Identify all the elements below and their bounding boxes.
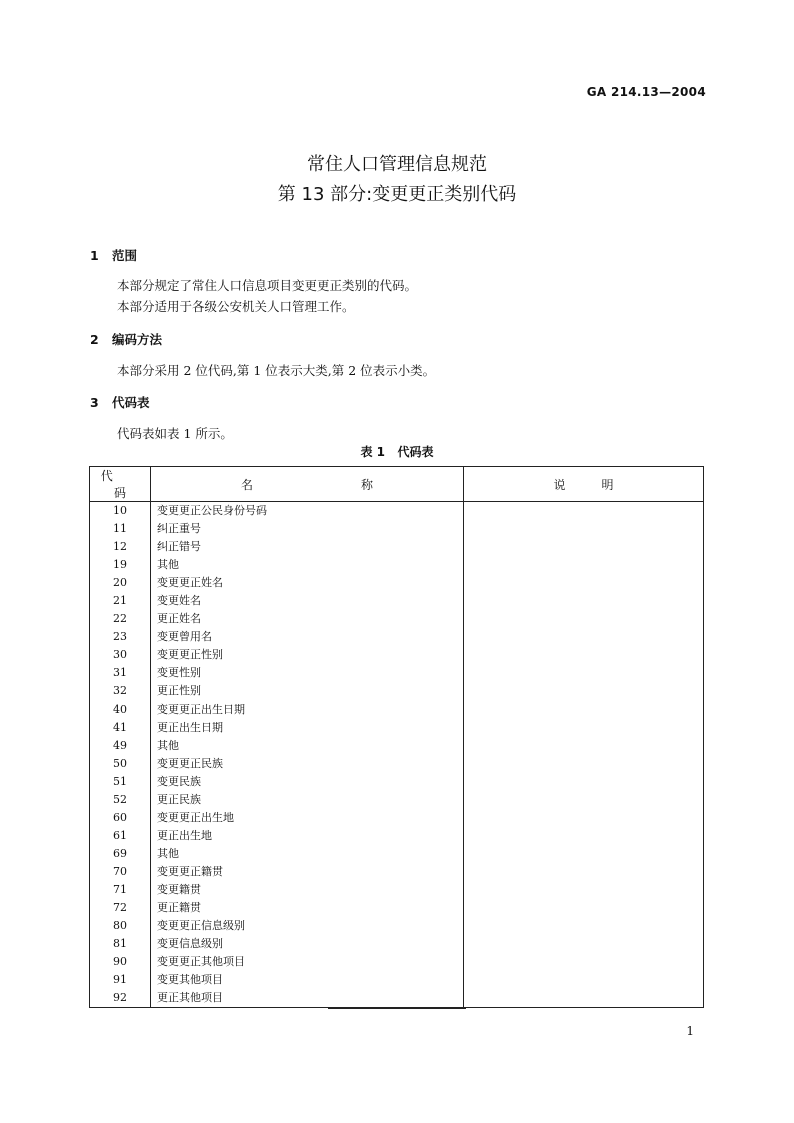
standard-code: GA 214.13—2004 — [586, 85, 706, 99]
table-caption: 表 1 代码表 — [360, 445, 434, 459]
code-cell: 23 — [90, 628, 151, 646]
table-row — [90, 646, 704, 664]
section-3-number: 3 — [90, 395, 99, 410]
note-cell — [464, 719, 704, 737]
code-cell: 70 — [90, 863, 151, 881]
section-1-paragraph-1: 本部分规定了常住人口信息项目变更更正类别的代码。 — [117, 278, 418, 293]
table-row — [90, 628, 704, 646]
section-3-heading — [90, 393, 150, 411]
name-cell: 更正性别 — [151, 682, 464, 700]
name-cell: 纠正重号 — [151, 520, 464, 538]
table-row — [90, 574, 704, 592]
section-2-paragraph-1: 本部分采用 2 位代码,第 1 位表示大类,第 2 位表示小类。 — [117, 363, 436, 378]
table-row — [90, 917, 704, 935]
code-cell: 72 — [90, 899, 151, 917]
table-row — [90, 719, 704, 737]
note-cell — [464, 755, 704, 773]
section-1-number: 1 — [90, 248, 99, 263]
code-cell: 51 — [90, 773, 151, 791]
note-cell — [464, 520, 704, 538]
code-cell: 90 — [90, 953, 151, 971]
table-row — [90, 701, 704, 719]
code-cell: 22 — [90, 610, 151, 628]
code-cell: 21 — [90, 592, 151, 610]
table-row — [90, 610, 704, 628]
note-cell — [464, 574, 704, 592]
name-cell: 更正籍贯 — [151, 899, 464, 917]
table-row — [90, 773, 704, 791]
table-row — [90, 664, 704, 682]
table-row — [90, 682, 704, 700]
note-cell — [464, 628, 704, 646]
code-cell: 32 — [90, 682, 151, 700]
note-cell — [464, 827, 704, 845]
document-title: 常住人口管理信息规范 — [307, 154, 487, 175]
name-cell: 其他 — [151, 845, 464, 863]
header-code: 代码 — [90, 467, 151, 502]
note-cell — [464, 646, 704, 664]
section-1-title: 范围 — [112, 248, 138, 263]
name-cell: 更正出生地 — [151, 827, 464, 845]
note-cell — [464, 610, 704, 628]
header-note: 说明 — [464, 467, 704, 502]
code-cell: 40 — [90, 701, 151, 719]
name-cell: 其他 — [151, 556, 464, 574]
name-cell: 变更姓名 — [151, 592, 464, 610]
name-cell: 纠正错号 — [151, 538, 464, 556]
table-row — [90, 538, 704, 556]
code-table — [89, 466, 704, 1008]
name-cell: 其他 — [151, 737, 464, 755]
table-row — [90, 989, 704, 1008]
note-cell — [464, 664, 704, 682]
section-2-number: 2 — [90, 332, 99, 347]
note-cell — [464, 737, 704, 755]
note-cell — [464, 791, 704, 809]
name-cell: 变更更正民族 — [151, 755, 464, 773]
name-cell: 变更更正出生日期 — [151, 701, 464, 719]
table-row — [90, 592, 704, 610]
note-cell — [464, 845, 704, 863]
code-cell: 81 — [90, 935, 151, 953]
code-cell: 20 — [90, 574, 151, 592]
note-cell — [464, 881, 704, 899]
name-cell: 变更更正其他项目 — [151, 953, 464, 971]
code-cell: 80 — [90, 917, 151, 935]
note-cell — [464, 809, 704, 827]
section-2-title: 编码方法 — [112, 332, 163, 347]
table-row — [90, 520, 704, 538]
table-row — [90, 899, 704, 917]
code-cell: 50 — [90, 755, 151, 773]
name-cell: 变更更正姓名 — [151, 574, 464, 592]
name-cell: 变更更正信息级别 — [151, 917, 464, 935]
table-row — [90, 791, 704, 809]
name-cell: 变更更正籍贯 — [151, 863, 464, 881]
table-row — [90, 971, 704, 989]
table-row — [90, 863, 704, 881]
section-2-heading — [90, 330, 162, 348]
name-cell: 变更其他项目 — [151, 971, 464, 989]
note-cell — [464, 502, 704, 521]
note-cell — [464, 556, 704, 574]
note-cell — [464, 989, 704, 1008]
section-3-title: 代码表 — [112, 395, 150, 410]
name-cell: 更正民族 — [151, 791, 464, 809]
section-1-heading — [90, 246, 137, 264]
document-subtitle: 第 13 部分:变更更正类别代码 — [277, 184, 517, 205]
code-cell: 10 — [90, 502, 151, 521]
table-row — [90, 953, 704, 971]
code-cell: 41 — [90, 719, 151, 737]
table-row — [90, 809, 704, 827]
name-cell: 变更更正公民身份号码 — [151, 502, 464, 521]
note-cell — [464, 899, 704, 917]
code-cell: 19 — [90, 556, 151, 574]
table-row — [90, 755, 704, 773]
code-cell: 11 — [90, 520, 151, 538]
code-cell: 31 — [90, 664, 151, 682]
code-cell: 12 — [90, 538, 151, 556]
note-cell — [464, 953, 704, 971]
code-cell: 91 — [90, 971, 151, 989]
name-cell: 变更籍贯 — [151, 881, 464, 899]
code-cell: 52 — [90, 791, 151, 809]
table-row — [90, 556, 704, 574]
note-cell — [464, 863, 704, 881]
table-header-row — [90, 467, 704, 502]
name-cell: 变更民族 — [151, 773, 464, 791]
table-row — [90, 502, 704, 521]
note-cell — [464, 917, 704, 935]
section-1-paragraph-2: 本部分适用于各级公安机关人口管理工作。 — [117, 299, 355, 314]
note-cell — [464, 971, 704, 989]
table-row — [90, 881, 704, 899]
name-cell: 更正其他项目 — [151, 989, 464, 1008]
note-cell — [464, 935, 704, 953]
name-cell: 变更更正出生地 — [151, 809, 464, 827]
code-cell: 69 — [90, 845, 151, 863]
code-cell: 71 — [90, 881, 151, 899]
code-cell: 30 — [90, 646, 151, 664]
name-cell: 更正出生日期 — [151, 719, 464, 737]
table-row — [90, 845, 704, 863]
code-cell: 49 — [90, 737, 151, 755]
name-cell: 更正姓名 — [151, 610, 464, 628]
code-cell: 60 — [90, 809, 151, 827]
name-cell: 变更信息级别 — [151, 935, 464, 953]
table-row — [90, 827, 704, 845]
note-cell — [464, 538, 704, 556]
note-cell — [464, 773, 704, 791]
name-cell: 变更曾用名 — [151, 628, 464, 646]
table-row — [90, 737, 704, 755]
table-row — [90, 935, 704, 953]
name-cell: 变更更正性别 — [151, 646, 464, 664]
page-number: 1 — [686, 1024, 694, 1038]
note-cell — [464, 592, 704, 610]
footer-rule — [328, 1008, 466, 1009]
name-cell: 变更性别 — [151, 664, 464, 682]
code-cell: 61 — [90, 827, 151, 845]
header-name: 名称 — [151, 467, 464, 502]
section-3-paragraph-1: 代码表如表 1 所示。 — [117, 426, 233, 441]
note-cell — [464, 701, 704, 719]
code-table-body — [90, 502, 704, 1008]
note-cell — [464, 682, 704, 700]
code-cell: 92 — [90, 989, 151, 1008]
